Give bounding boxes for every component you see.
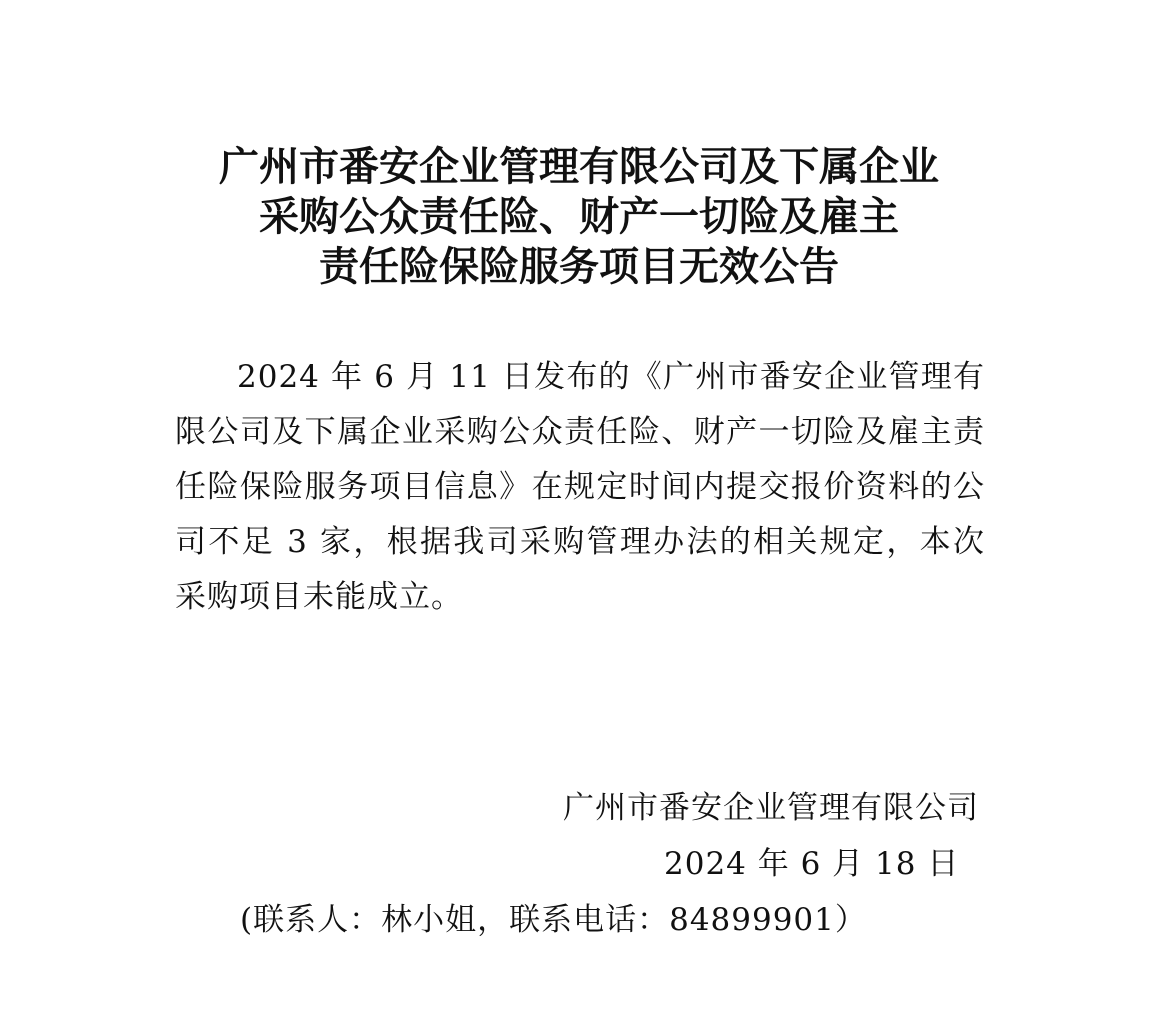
notice-body-paragraph: 2024 年 6 月 11 日发布的《广州市番安企业管理有限公司及下属企业采购公众责任险、财产一切险及雇主责任险保险服务项目信息》在规定时间内提交报价资料的公司不足 3 家，根据我司采购管理办法的相关规定，本次采购项目未能成立。 — [175, 359, 985, 615]
notice-title-line-3: 责任险保险服务项目无效公告 — [319, 243, 839, 290]
contact-info: (联系人：林小姐，联系电话：84899901） — [240, 902, 867, 938]
signature-date: 2024 年 6 月 18 日 — [664, 846, 960, 882]
notice-title-line-1: 广州市番安企业管理有限公司及下属企业 — [219, 143, 939, 190]
notice-title-line-2: 采购公众责任险、财产一切险及雇主 — [259, 193, 899, 240]
notice-title — [120, 142, 1038, 292]
signature-company: 广州市番安企业管理有限公司 — [563, 790, 979, 826]
